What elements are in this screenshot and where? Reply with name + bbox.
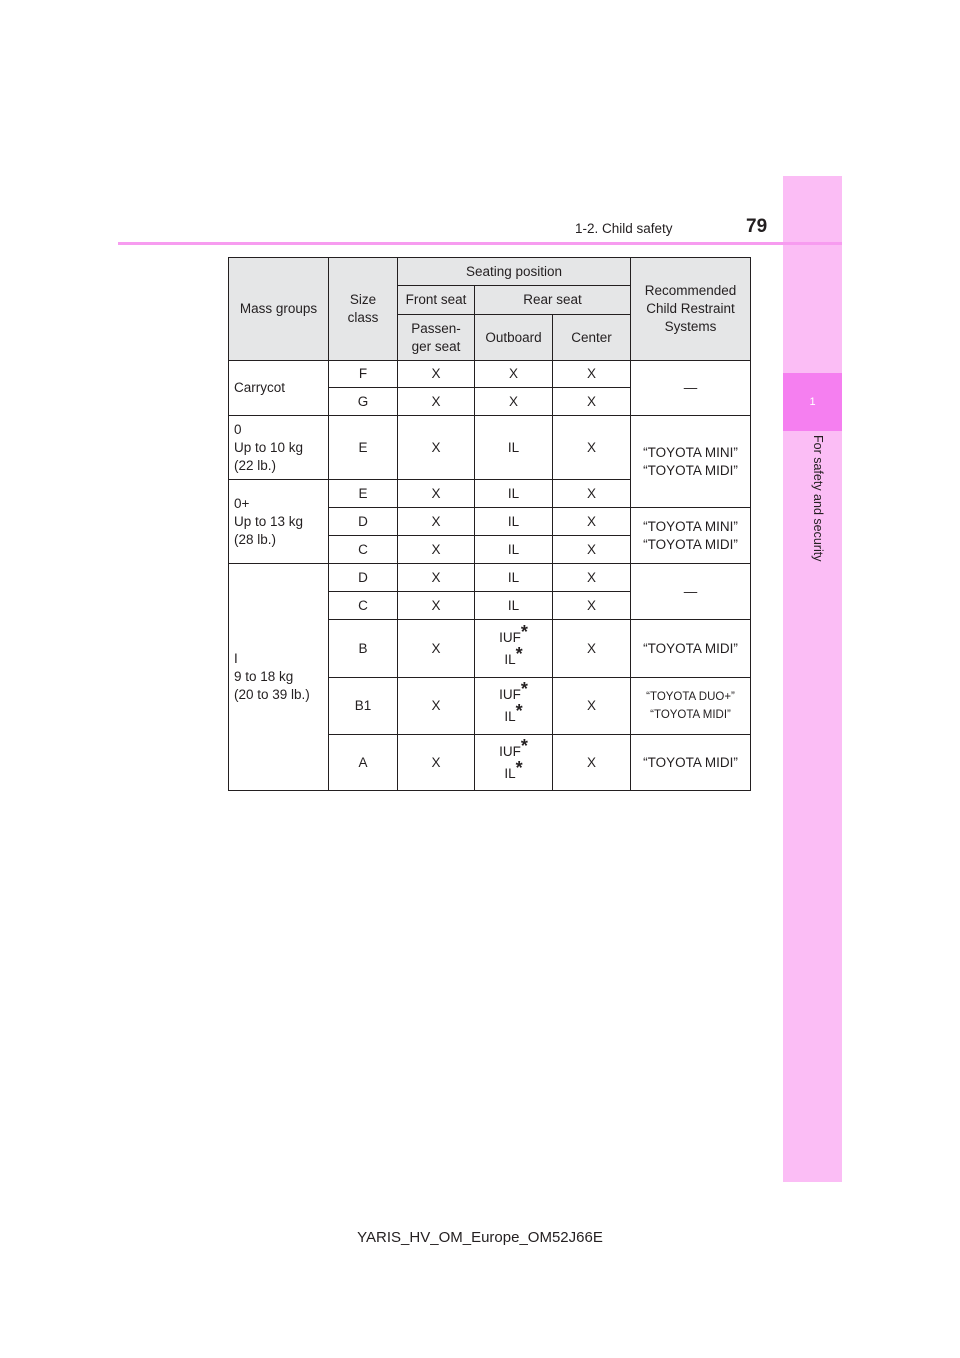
header-front-seat: Front seat bbox=[398, 286, 475, 315]
outboard-value: IL bbox=[504, 651, 516, 667]
table-row bbox=[229, 416, 751, 480]
outboard-value: IL bbox=[504, 765, 516, 781]
outboard-cell: IL bbox=[475, 592, 553, 620]
front-seat-cell: X bbox=[398, 592, 475, 620]
chapter-side-tab bbox=[783, 176, 842, 1182]
center-cell: X bbox=[553, 620, 631, 678]
size-class-cell: G bbox=[329, 388, 398, 416]
recommended-cell: “TOYOTA MIDI” bbox=[631, 620, 751, 678]
document-footer: YARIS_HV_OM_Europe_OM52J66E bbox=[357, 1229, 603, 1246]
recommended-cell: — bbox=[631, 361, 751, 416]
chapter-number-badge: 1 bbox=[783, 373, 842, 431]
size-class-cell: D bbox=[329, 564, 398, 592]
outboard-cell: IL bbox=[475, 480, 553, 508]
table-row bbox=[229, 361, 751, 388]
front-seat-cell: X bbox=[398, 480, 475, 508]
outboard-cell: IL bbox=[475, 416, 553, 480]
size-class-cell: C bbox=[329, 592, 398, 620]
outboard-value: IUF bbox=[499, 629, 521, 645]
size-class-cell: B bbox=[329, 620, 398, 678]
size-class-cell: D bbox=[329, 508, 398, 536]
center-cell: X bbox=[553, 536, 631, 564]
center-cell: X bbox=[553, 388, 631, 416]
asterisk: * bbox=[515, 701, 523, 721]
table-row bbox=[229, 564, 751, 592]
outboard-cell: IL bbox=[475, 536, 553, 564]
outboard-value: IUF bbox=[499, 743, 521, 759]
header-seating-position: Seating position bbox=[398, 258, 631, 286]
front-seat-cell: X bbox=[398, 620, 475, 678]
recommended-cell: “TOYOTA MIDI” bbox=[631, 735, 751, 791]
front-seat-cell: X bbox=[398, 361, 475, 388]
asterisk: * bbox=[520, 679, 528, 699]
center-cell: X bbox=[553, 735, 631, 791]
header-passenger-seat: Passen- ger seat bbox=[398, 315, 475, 361]
asterisk: * bbox=[515, 643, 523, 664]
front-seat-cell: X bbox=[398, 735, 475, 791]
mass-group-cell: Carrycot bbox=[229, 361, 329, 416]
outboard-cell bbox=[475, 735, 553, 791]
front-seat-cell: X bbox=[398, 536, 475, 564]
page-number: 79 bbox=[746, 216, 768, 237]
center-cell: X bbox=[553, 508, 631, 536]
size-class-cell: F bbox=[329, 361, 398, 388]
outboard-cell: IL bbox=[475, 564, 553, 592]
header-recommended: Recommended Child Restraint Systems bbox=[631, 258, 751, 361]
center-cell: X bbox=[553, 361, 631, 388]
size-class-cell: A bbox=[329, 735, 398, 791]
asterisk: * bbox=[515, 757, 523, 778]
mass-group-cell: I 9 to 18 kg (20 to 39 lb.) bbox=[229, 564, 329, 791]
front-seat-cell: X bbox=[398, 678, 475, 735]
outboard-cell: X bbox=[475, 388, 553, 416]
asterisk: * bbox=[520, 735, 528, 756]
recommended-cell: “TOYOTA MINI” “TOYOTA MIDI” bbox=[631, 508, 751, 564]
recommended-cell: “TOYOTA MINI” “TOYOTA MIDI” bbox=[631, 416, 751, 508]
front-seat-cell: X bbox=[398, 388, 475, 416]
outboard-value: IL bbox=[504, 709, 516, 724]
header-rule bbox=[118, 242, 842, 245]
mass-group-cell: 0+ Up to 13 kg (28 lb.) bbox=[229, 480, 329, 564]
size-class-cell: E bbox=[329, 480, 398, 508]
size-class-cell: E bbox=[329, 416, 398, 480]
center-cell: X bbox=[553, 678, 631, 735]
center-cell: X bbox=[553, 480, 631, 508]
center-cell: X bbox=[553, 416, 631, 480]
size-class-cell: B1 bbox=[329, 678, 398, 735]
asterisk: * bbox=[520, 621, 528, 642]
section-title: 1-2. Child safety bbox=[575, 221, 673, 236]
header-mass-groups: Mass groups bbox=[229, 258, 329, 361]
chapter-title-vertical: For safety and security bbox=[811, 435, 825, 562]
child-seat-table bbox=[228, 257, 751, 791]
outboard-cell bbox=[475, 620, 553, 678]
recommended-cell: “TOYOTA DUO+” “TOYOTA MIDI” bbox=[631, 678, 751, 735]
mass-group-cell: 0 Up to 10 kg (22 lb.) bbox=[229, 416, 329, 480]
header-rear-seat: Rear seat bbox=[475, 286, 631, 315]
center-cell: X bbox=[553, 592, 631, 620]
front-seat-cell: X bbox=[398, 416, 475, 480]
size-class-cell: C bbox=[329, 536, 398, 564]
header-center: Center bbox=[553, 315, 631, 361]
header-size-class: Size class bbox=[329, 258, 398, 361]
front-seat-cell: X bbox=[398, 508, 475, 536]
front-seat-cell: X bbox=[398, 564, 475, 592]
outboard-cell: IL bbox=[475, 508, 553, 536]
header-outboard: Outboard bbox=[475, 315, 553, 361]
center-cell: X bbox=[553, 564, 631, 592]
outboard-cell: X bbox=[475, 361, 553, 388]
outboard-value: IUF bbox=[499, 687, 521, 702]
recommended-cell: — bbox=[631, 564, 751, 620]
outboard-cell bbox=[475, 678, 553, 735]
